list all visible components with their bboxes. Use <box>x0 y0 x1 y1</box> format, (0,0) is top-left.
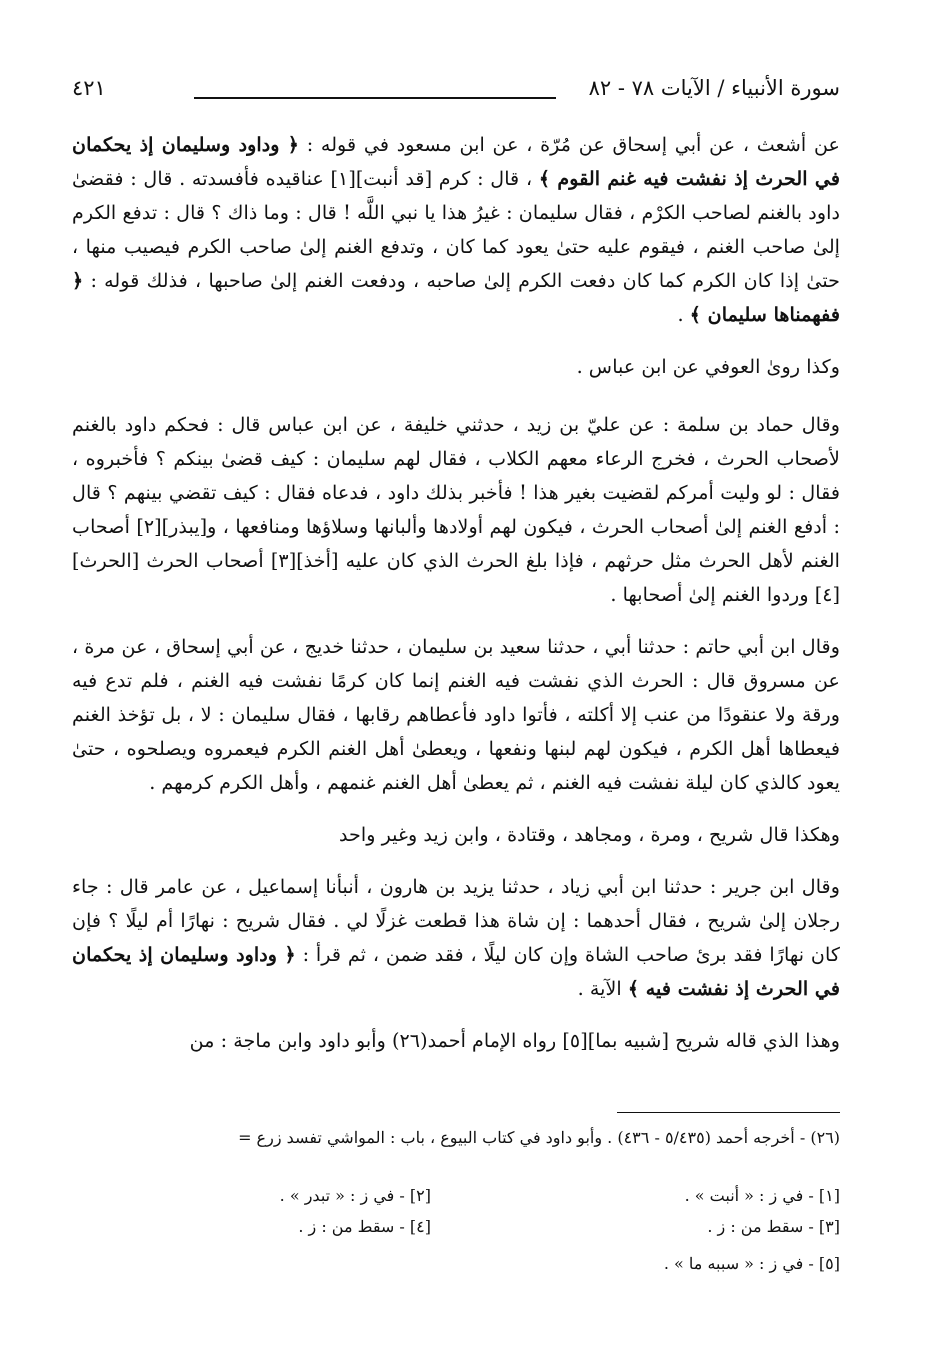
footnote-rule <box>617 1112 840 1113</box>
body-text <box>72 128 840 1058</box>
footnote-5: [٥] - في ز : « سببه ما » . <box>663 1254 840 1273</box>
paragraph-7: وهذا الذي قاله شريح [شبيه بما][٥] رواه الإمام أحمد(٢٦) وأبو داود وابن ماجة : من <box>189 1029 840 1052</box>
paragraph-2: وكذا روىٰ العوفي عن ابن عباس . <box>576 355 840 378</box>
footnote-1: [١] - في ز : « أنبت » . <box>684 1186 840 1205</box>
paragraph-5: وهكذا قال شريح ، ومرة ، ومجاهد ، وقتادة ، وابن زيد وغير واحد <box>338 823 840 846</box>
paragraph-6: وقال ابن جرير : حدثنا ابن أبي زياد ، حدثنا يزيد بن هارون ، أنبأنا إسماعيل ، عن عامر قال : جاء رجلان إلىٰ شريح ، فقال أحدهما : إن شاة هذا قطعت غزلًا لي . فقال شريح : نهارًا أم ليلًا ؟ فإن كان نهارًا فقد برئ صاحب الشاة وإن كان ليلًا ، فقد ضمن ، ثم قرأ : ﴿ وداود وسليمان إذ يحكمان في الحرث إذ نفشت فيه ﴾ الآية . <box>72 875 840 1000</box>
paragraph-4: وقال ابن أبي حاتم : حدثنا أبي ، حدثنا سعيد بن سليمان ، حدثنا خديج ، عن أبي إسحاق ، عن مرة ، عن مسروق قال : الحرث الذي نفشت فيه الغنم إنما كان كرمًا نفشت فيه الغنم ، فلم تدع فيه ورقة ولا عنقودًا من عنب إلا أكلته ، فأتوا داود فأعطاهم رقابها ، فقال سليمان : لا ، بل تؤخذ الغنم فيعطاها أهل الكرم ، فيكون لهم لبنها ونفعها ، ويعطىٰ أهل الغنم الكرم فيعمروه ويصلحوه ، حتىٰ يعود كالذي كان ليلة نفشت فيه الغنم ، ثم يعطىٰ أهل الغنم غنمهم ، وأهل الكرم كرمهم . <box>72 635 840 794</box>
paragraph-1: عن أشعث ، عن أبي إسحاق عن مُرّة ، عن ابن مسعود في قوله : ﴿ وداود وسليمان إذ يحكمان في الحرث إذ نفشت فيه غنم القوم ﴾ ، قال : كرم [قد أنبت][١] عناقيده فأفسدته . قال : فقضىٰ داود بالغنم لصاحب الكرْم ، فقال سليمان : غيرُ هذا يا نبي اللَّه ! قال : وما ذاك ؟ قال : تدفع الكرم إلىٰ صاحب الغنم ، فيقوم عليه حتىٰ يعود كما كان ، وتدفع الغنم إلىٰ صاحب الكرم فيصيب منها ، حتىٰ إذا كان الكرم كما كان دفعت الكرم إلىٰ صاحبه ، ودفعت الغنم إلىٰ صاحبها ، فذلك قوله : ﴿ ففهمناها سليمان ﴾ . <box>72 133 840 326</box>
footnote-4: [٤] - سقط من : ز . <box>298 1217 431 1236</box>
footnote-2: [٢] - في ز : « تبدر » . <box>279 1186 431 1205</box>
footnote-3: [٣] - سقط من : ز . <box>707 1217 840 1236</box>
surah-title: سورة الأنبياء / الآيات ٧٨ - ٨٢ <box>588 76 840 100</box>
header-rule <box>194 97 556 99</box>
quran-verse: ﴿ وداود وسليمان إذ يحكمان في الحرث إذ نفشت فيه غنم القوم ﴾ <box>72 133 840 190</box>
quran-verse: ﴿ ففهمناها سليمان ﴾ <box>72 269 840 326</box>
footnote-main: (٢٦) - أخرجه أحمد (٥/٤٣٥ - ٤٣٦) . وأبو داود في كتاب البيوع ، باب : المواشي تفسد زرع = <box>238 1128 840 1147</box>
page-number: ٤٢١ <box>72 76 106 100</box>
paragraph-3: وقال حماد بن سلمة : عن عليّ بن زيد ، حدثني خليفة ، عن ابن عباس قال : فحكم داود بالغنم لأصحاب الحرث ، فخرج الرعاء معهم الكلاب ، فقال لهم سليمان : كيف قضىٰ بينكم ؟ فأخبروه ، فقال : لو وليت أمركم لقضيت بغير هذا ! فأخبر بذلك داود ، فدعاه فقال : كيف تقضي بينهم ؟ قال : أدفع الغنم إلىٰ أصحاب الحرث ، فيكون لهم أولادها وألبانها وسلاؤها ومنافعها ، و[يبذر][٢] أصحاب الغنم لأهل الحرث مثل حرثهم ، فإذا بلغ الحرث الذي كان عليه [أخذ][٣] أصحاب الحرث [الحرث][٤] وردوا الغنم إلىٰ أصحابها . <box>72 413 840 606</box>
page-header <box>72 72 840 108</box>
quran-verse: ﴿ وداود وسليمان إذ يحكمان في الحرث إذ نفشت فيه ﴾ <box>72 943 840 1000</box>
